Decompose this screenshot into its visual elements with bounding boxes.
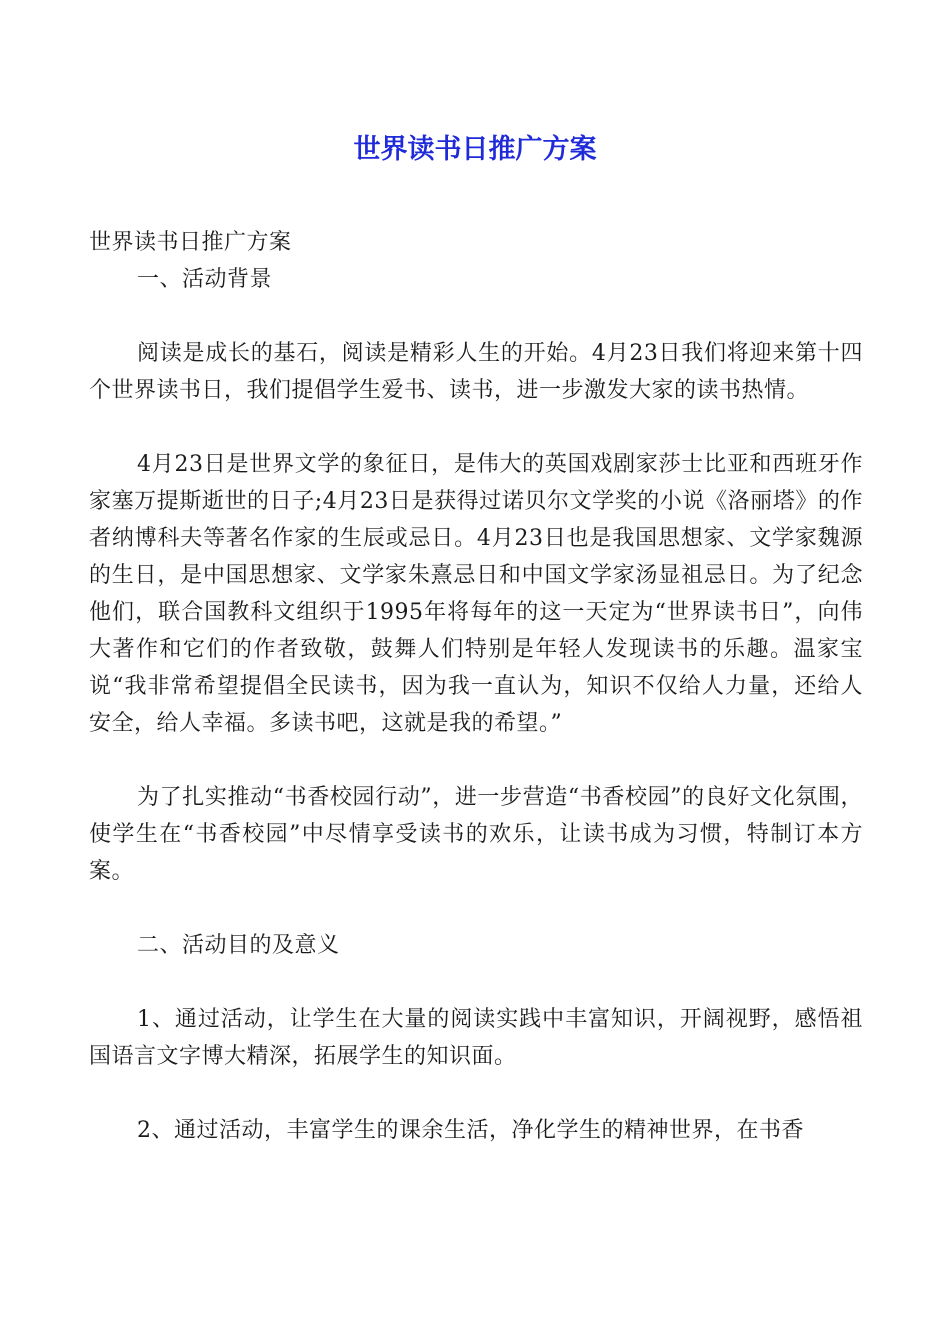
paragraph-purpose-1: 1、通过活动，让学生在大量的阅读实践中丰富知识，开阔视野，感悟祖国语言文字博大精深，拓展学生的知识面。 [89,1007,863,1069]
document-body [89,224,863,1149]
section-heading-background: 一、活动背景 [137,267,273,292]
paragraph-reading-intro: 阅读是成长的基石，阅读是精彩人生的开始。4月23日我们将迎来第十四个世界读书日，我们提倡学生爱书、读书，进一步激发大家的读书热情。 [89,341,863,403]
document-subtitle: 世界读书日推广方案 [89,230,292,255]
document-title: 世界读书日推广方案 [353,134,597,165]
section-heading-purpose: 二、活动目的及意义 [137,933,340,958]
paragraph-world-book-day-history: 4月23日是世界文学的象征日，是伟大的英国戏剧家莎士比亚和西班牙作家塞万提斯逝世的日子;4月23日是获得过诺贝尔文学奖的小说《洛丽塔》的作者纳博科夫等著名作家的生辰或忌日。4月23日也是我国思想家、文学家魏源的生日，是中国思想家、文学家朱熹忌日和中国文学家汤显祖忌日。为了纪念他们，联合国教科文组织于1995年将每年的这一天定为“世界读书日”，向伟大著作和它们的作者致敬，鼓舞人们特别是年轻人发现读书的乐趣。温家宝说“我非常希望提倡全民读书，因为我一直认为，知识不仅给人力量，还给人安全，给人幸福。多读书吧，这就是我的希望。” [89,452,863,736]
paragraph-purpose-2: 2、通过活动，丰富学生的课余生活，净化学生的精神世界，在书香 [137,1118,804,1143]
paragraph-campus-plan: 为了扎实推动“书香校园行动”，进一步营造“书香校园”的良好文化氛围，使学生在“书香校园”中尽情享受读书的欢乐，让读书成为习惯，特制订本方案。 [89,785,863,884]
